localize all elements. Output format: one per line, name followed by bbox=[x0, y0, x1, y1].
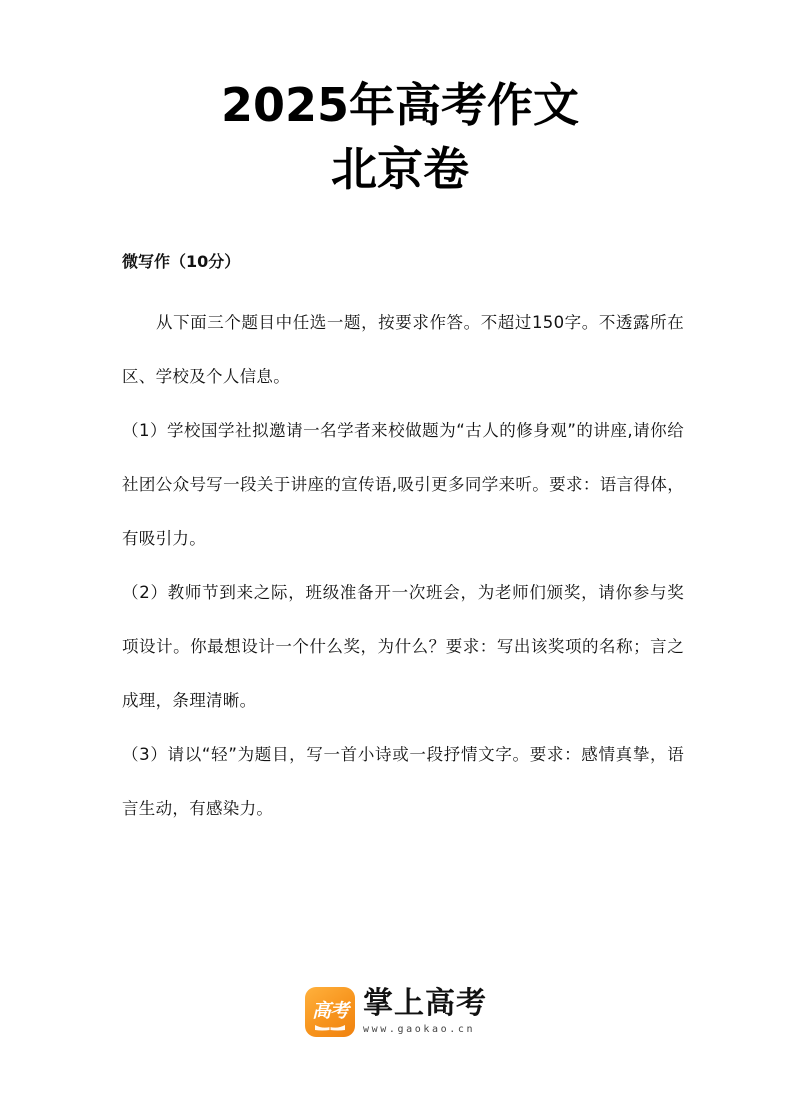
brand-name: 掌上高考 bbox=[363, 986, 487, 1021]
brand-footer bbox=[305, 984, 487, 1040]
book-icon bbox=[314, 1024, 346, 1031]
prompt-item-2: （2）教师节到来之际，班级准备开一次班会，为老师们颁奖，请你参与奖项设计。你最想设计一个什么奖，为什么？要求：写出该奖项的名称；言之成理，条理清晰。 bbox=[122, 583, 684, 710]
brand-logo-text: 高考 bbox=[311, 999, 348, 1022]
brand-logo-icon bbox=[305, 987, 355, 1037]
brand-url: www.gaokao.cn bbox=[363, 1024, 476, 1035]
section-heading: 微写作（10分） bbox=[122, 252, 241, 271]
title-block bbox=[0, 76, 800, 198]
page-subtitle: 北京卷 bbox=[331, 142, 469, 196]
content-body bbox=[122, 246, 684, 836]
prompt-item-1: （1）学校国学社拟邀请一名学者来校做题为“古人的修身观”的讲座,请你给社团公众号写一段关于讲座的宣传语,吸引更多同学来听。要求：语言得体，有吸引力。 bbox=[122, 421, 684, 548]
instructions-paragraph: 从下面三个题目中任选一题，按要求作答。不超过150字。不透露所在区、学校及个人信息。 bbox=[122, 313, 684, 386]
page-title: 2025年高考作文 bbox=[220, 78, 580, 132]
prompt-item-3: （3）请以“轻”为题目，写一首小诗或一段抒情文字。要求：感情真挚，语言生动，有感染力。 bbox=[122, 745, 684, 818]
brand-text bbox=[363, 987, 487, 1037]
